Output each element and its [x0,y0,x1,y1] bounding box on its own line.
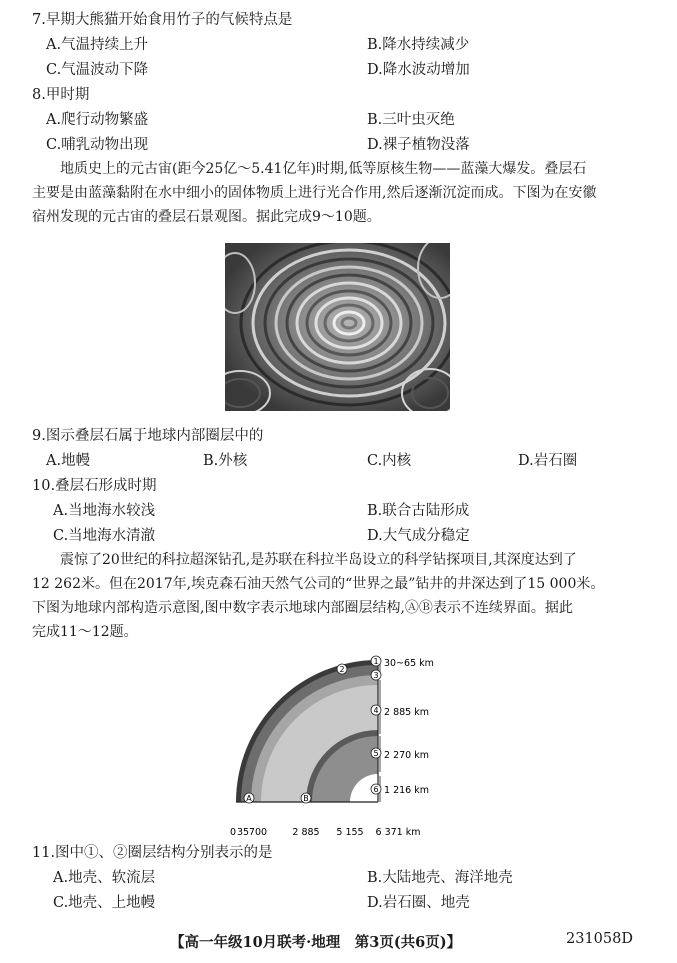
question-7-stem: 7.早期大熊猫开始食用竹子的气候特点是 [32,12,293,28]
layer-number-4: 4 [373,706,379,715]
q10-option-a: A.当地海水较浅 [53,503,156,519]
q11-option-c: C.地壳、上地幔 [53,895,156,911]
page-footer-title: 【高一年级10月联考·地理 第3页(共6页)】 [170,934,462,951]
depth-label-crust: 30~65 km [384,658,434,669]
q9-option-c: C.内核 [367,453,412,469]
q10-option-b: B.联合古陆形成 [367,503,470,519]
depth-label-mantle: 2 885 km [384,707,429,718]
question-8-stem: 8.甲时期 [32,87,90,103]
q8-option-b: B.三叶虫灭绝 [367,112,455,128]
boundary-label-b: B [303,794,309,803]
page-footer-code: 231058D [566,931,633,947]
q9-option-a: A.地幔 [46,453,91,469]
q10-option-c: C.当地海水清澈 [53,528,156,544]
q9-option-b: B.外核 [203,453,248,469]
tick-35: 35 [236,827,250,838]
earth-interior-diagram [228,652,450,840]
tick-700: 700 [248,827,268,838]
depth-label-inner-core: 1 216 km [384,785,429,796]
passage2-line1: 震惊了20世纪的科拉超深钻孔,是苏联在科拉半岛设立的科学钻探项目,其深度达到了 [60,552,577,568]
q8-option-d: D.裸子植物没落 [367,137,470,153]
question-11-stem: 11.图中①、②圈层结构分别表示的是 [32,845,273,861]
q11-option-d: D.岩石圈、地壳 [367,895,470,911]
passage2-line4: 完成11～12题。 [32,624,138,640]
passage1-line1: 地质史上的元古宙(距今25亿～5.41亿年)时期,低等原核生物——蓝藻大爆发。叠层石 [60,161,587,177]
boundary-label-a: A [246,794,252,803]
layer-number-6: 6 [373,785,379,794]
tick-6371: 6 371 km [375,827,421,838]
depth-label-outer-core: 2 270 km [384,750,429,761]
tick-2885: 2 885 [292,827,320,838]
tick-5155: 5 155 [336,827,364,838]
q7-option-c: C.气温波动下降 [46,62,149,78]
layer-number-3: 3 [373,671,379,680]
stromatolite-photo [225,243,450,411]
passage2-line3: 下图为地球内部构造示意图,图中数字表示地球内部圈层结构,ⒶⒷ表示不连续界面。据此 [32,600,573,616]
question-9-stem: 9.图示叠层石属于地球内部圈层中的 [32,428,264,444]
layer-number-5: 5 [373,749,379,758]
layer-number-1: 1 [373,657,379,666]
passage1-line3: 宿州发现的元古宙的叠层石景观图。据此完成9～10题。 [32,209,381,225]
q11-option-b: B.大陆地壳、海洋地壳 [367,870,513,886]
q7-option-d: D.降水波动增加 [367,62,470,78]
q7-option-b: B.降水持续减少 [367,37,470,53]
passage1-line2: 主要是由蓝藻黏附在水中细小的固体物质上进行光合作用,然后逐渐沉淀而成。下图为在安徽 [32,185,597,201]
passage-kola-borehole [32,548,647,644]
question-10-stem: 10.叠层石形成时期 [32,478,157,494]
q7-option-a: A.气温持续上升 [46,37,149,53]
passage-stromatolite [32,157,647,229]
q10-option-d: D.大气成分稳定 [367,528,470,544]
q8-option-c: C.哺乳动物出现 [46,137,149,153]
layer-number-2: 2 [339,665,345,674]
q9-option-d: D.岩石圈 [518,453,578,469]
q8-option-a: A.爬行动物繁盛 [46,112,149,128]
tick-0: 0 [229,827,237,838]
passage2-line2: 12 262米。但在2017年,埃克森石油天然气公司的“世界之最”钻井的井深达到了15 000米。 [32,576,605,592]
q11-option-a: A.地壳、软流层 [53,870,156,886]
